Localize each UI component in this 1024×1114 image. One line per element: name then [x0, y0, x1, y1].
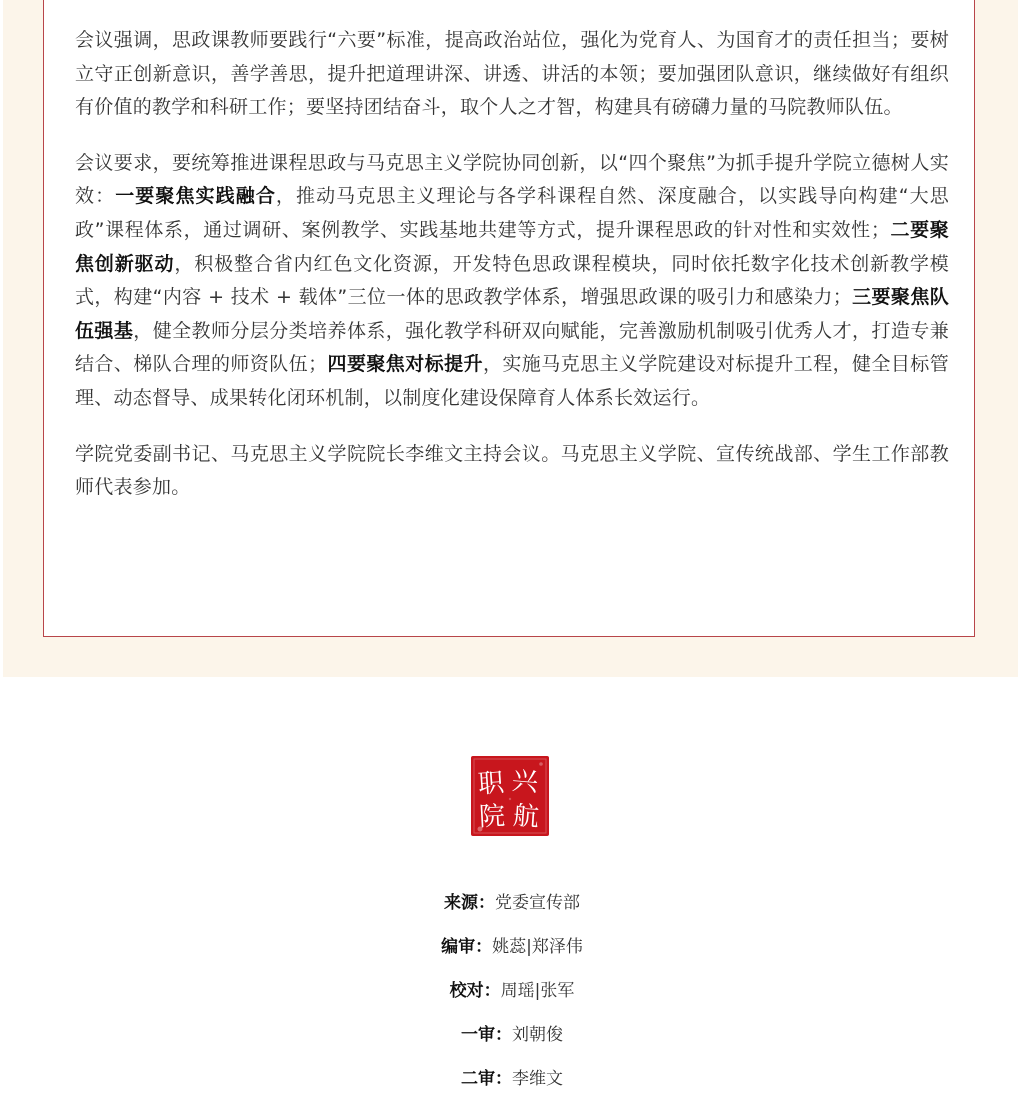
credit-value: 刘朝俊 [512, 1025, 563, 1045]
article-body [75, 24, 949, 505]
focus-1-text: ，推动马克思主义理论与各学科课程自然、深度融合，以实践导向构建“大思政”课程体系，通过调研、案例教学、实践基地共建等方式，提升课程思政的针对性和实效性； [75, 185, 949, 241]
credit-label: 校对： [449, 981, 501, 1001]
focus-2-text: ，积极整合省内红色文化资源，开发特色思政课程模块，同时依托数字化技术创新教学模式，构建“内容 + 技术 + 载体”三位一体的思政教学体系，增强思政课的吸引力和感染力； [75, 252, 949, 309]
credit-proofreader [0, 975, 1024, 1007]
focus-1-heading: 一要聚焦实践融合 [115, 185, 276, 208]
paragraph-meeting-host: 学院党委副书记、马克思主义学院院长李维文主持会议。马克思主义学院、宣传统战部、学生工作部教师代表参加。 [75, 442, 949, 499]
seal-char: 航 [511, 801, 540, 833]
credit-value: 李维文 [512, 1069, 563, 1089]
focus-4-text: ，实施马克思主义学院建设对标提升工程，健全目标管理、动态督导、成果转化闭环机制，以制度化建设保障育人体系长效运行。 [75, 353, 949, 409]
seal-stamp-icon [470, 755, 550, 837]
focus-3-heading: 三要聚焦队伍强基 [75, 286, 949, 342]
credit-label: 来源： [444, 893, 495, 913]
paragraph-meeting-requirements [75, 147, 949, 416]
credit-value: 周瑶|张军 [500, 981, 575, 1001]
seal-char: 院 [478, 801, 506, 833]
credit-value: 党委宣传部 [495, 893, 580, 913]
credit-label: 编审： [441, 937, 493, 957]
credit-value: 姚蕊|郑泽伟 [492, 937, 583, 957]
credit-editor [0, 931, 1024, 963]
focus-2-heading: 二要聚焦创新驱动 [75, 218, 949, 275]
article-box [43, 0, 975, 637]
focus-4-heading: 四要聚焦对标提升 [327, 353, 483, 376]
credit-label: 二审： [461, 1069, 512, 1089]
credit-first-review [0, 1019, 1024, 1051]
requirement-intro: 会议要求，要统筹推进课程思政与马克思主义学院协同创新，以“四个聚焦”为抓手提升学院立德树人实效： [75, 151, 949, 208]
credit-source [0, 887, 1024, 919]
focus-3-text: ，健全教师分层分类培养体系，强化教学科研双向赋能，完善激励机制吸引优秀人才，打造专兼结合、梯队合理的师资队伍； [75, 319, 949, 376]
seal-char: 兴 [510, 765, 540, 799]
seal-char: 职 [477, 768, 506, 800]
paragraph-meeting-emphasis: 会议强调，思政课教师要践行“六要”标准，提高政治站位，强化为党育人、为国育才的责任担当；要树立守正创新意识，善学善思，提升把道理讲深、讲透、讲活的本领；要加强团队意识，继续做好有组织有价值的教学和科研工作；要坚持团结奋斗，取个人之才智，构建具有磅礴力量的马院教师队伍。 [75, 29, 949, 119]
credit-label: 一审： [461, 1025, 512, 1045]
credit-second-review [0, 1063, 1024, 1095]
credits-block [0, 887, 1024, 1107]
